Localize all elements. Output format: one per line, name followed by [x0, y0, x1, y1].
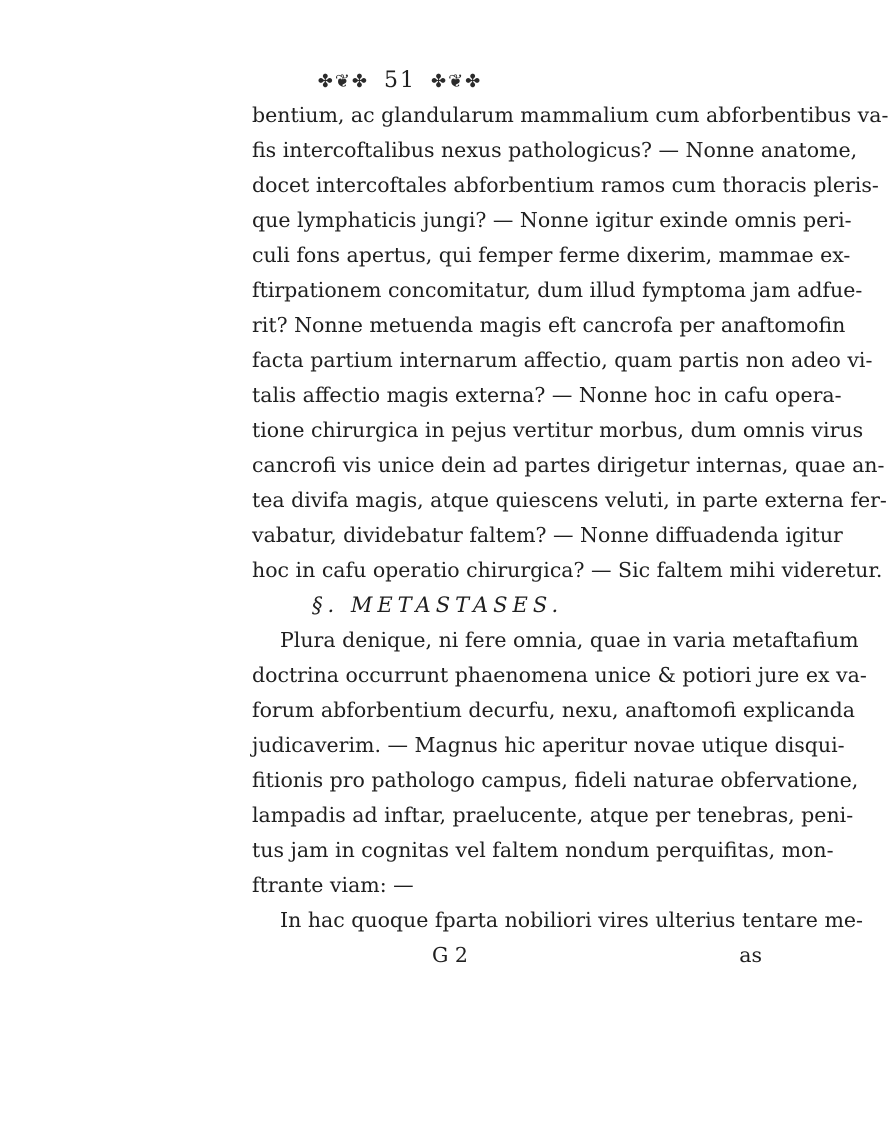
text-line: forum abforbentium decurfu, nexu, anaftomofi explicanda: [252, 698, 856, 722]
catchword: as: [739, 943, 762, 967]
text-line: ftirpationem concomitatur, dum illud fymptoma jam adfue-: [252, 278, 863, 302]
page-header: [0, 68, 800, 93]
text-line: fis intercoftalibus nexus pathologicus? — Nonne anatome,: [252, 138, 858, 162]
text-line: fitionis pro pathologo campus, fideli naturae obfervatione,: [252, 768, 859, 792]
text-line: bentium, ac glandularum mammalium cum abforbentibus va-: [252, 103, 888, 127]
text-line: doctrina occurrunt phaenomena unice & potiori jure ex va-: [252, 663, 867, 687]
text-line: rit? Nonne metuenda magis eft cancrofa per anaftomofin: [252, 313, 846, 337]
text-line: cancrofi vis unice dein ad partes dirigetur internas, quae an-: [252, 453, 885, 477]
text-line: Plura denique, ni fere omnia, quae in varia metaftafium: [280, 628, 859, 652]
page-number: 51: [384, 68, 416, 93]
text-line: docet intercoftales abforbentium ramos cum thoracis pleris-: [252, 173, 879, 197]
text-line: vabatur, dividebatur faltem? — Nonne diffuadenda igitur: [252, 523, 843, 547]
text-line: que lymphaticis jungi? — Nonne igitur exinde omnis peri-: [252, 208, 852, 232]
header-ornament-left: ✤❦✤: [317, 71, 369, 92]
text-line: tione chirurgica in pejus vertitur morbus, dum omnis virus: [252, 418, 864, 442]
text-line: lampadis ad inftar, praelucente, atque per tenebras, peni-: [252, 803, 854, 827]
text-line: hoc in cafu operatio chirurgica? — Sic faltem mihi videretur.: [252, 558, 883, 582]
page-footer: [252, 938, 762, 973]
text-body: [252, 98, 888, 973]
header-ornament-right: ✤❦✤: [431, 71, 483, 92]
text-line: tea divifa magis, atque quiescens veluti, in parte externa fer-: [252, 488, 887, 512]
text-line: judicaverim. — Magnus hic aperitur novae utique disqui-: [252, 733, 845, 757]
text-line: ftrante viam: —: [252, 873, 414, 897]
text-line: In hac quoque fparta nobiliori vires ulterius tentare me-: [280, 908, 863, 932]
text-line: talis affectio magis externa? — Nonne hoc in cafu opera-: [252, 383, 842, 407]
signature-mark: G 2: [432, 943, 468, 967]
text-line: culi fons apertus, qui femper ferme dixerim, mammae ex-: [252, 243, 851, 267]
text-line: facta partium internarum affectio, quam partis non adeo vi-: [252, 348, 873, 372]
section-heading: §. METASTASES.: [312, 593, 564, 617]
text-line: tus jam in cognitas vel faltem nondum perquifitas, mon-: [252, 838, 834, 862]
